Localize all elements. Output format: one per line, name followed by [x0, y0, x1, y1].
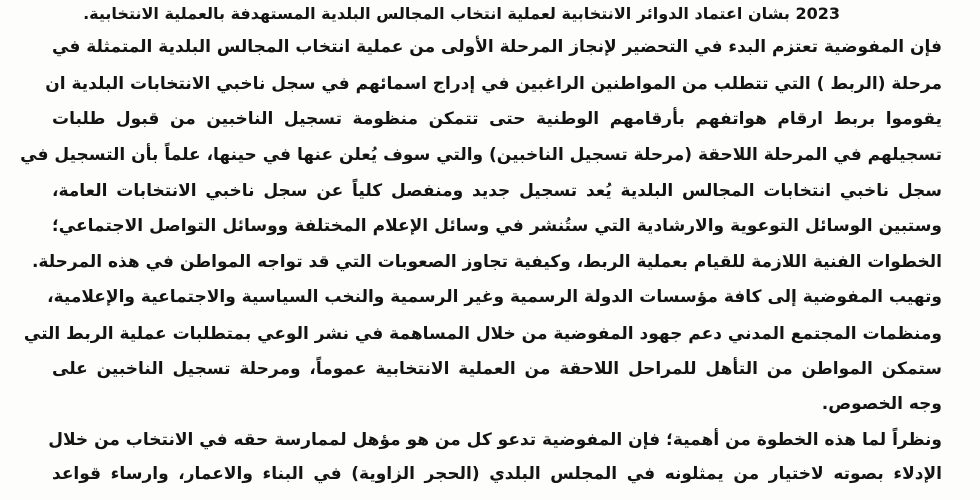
text-line: وستبين الوسائل التوعوية والارشادية التي ستُنشر في وسائل الإعلام المختلفة ووسائل التواصل الاجتماعي؛	[52, 216, 942, 236]
text-line: ومنظمات المجتمع المدني دعم جهود المفوضية من خلال المساهمة في نشر الوعي بمتطلبات عملية الربط التي	[23, 324, 942, 344]
text-line: وتهيب المفوضية إلى كافة مؤسسات الدولة الرسمية وغير الرسمية والنخب السياسية والاجتماعية والإعلامية،	[47, 287, 942, 307]
text-line: 2023 بشان اعتماد الدوائر الانتخابية لعملية انتخاب المجالس البلدية المستهدفة بالعملية الانتخابية.	[83, 4, 840, 23]
text-line: ونظراً لما هذه الخطوة من أهمية؛ فإن المفوضية تدعو كل من هو مؤهل لممارسة حقه في الانتخاب من خلال	[48, 430, 942, 450]
text-line: مرحلة (الربط ) التي تتطلب من المواطنين الراغبين في إدراج اسمائهم في سجل ناخبي الانتخابات البلدية ان	[45, 74, 942, 94]
text-line: ستمكن المواطن من التأهل للمراحل اللاحقة من العملية الانتخابية عموماً، ومرحلة تسجيل الناخبين على	[52, 359, 942, 379]
text-line: الإدلاء بصوته لاختيار من يمثلونه في المجلس البلدي (الحجر الزاوية) في البناء والاعمار، وارساء قواعد	[52, 464, 942, 484]
text-line: الخطوات الفنية اللازمة للقيام بعملية الربط، وكيفية تجاوز الصعوبات التي قد تواجه المواطن في هذه المرحلة.	[31, 252, 942, 272]
text-line: وجه الخصوص.	[821, 394, 942, 414]
text-line: سجل ناخبي انتخابات المجالس البلدية يُعد تسجيل جديد ومنفصل كلياً عن سجل ناخبي الانتخابات العامة،	[52, 181, 942, 201]
text-line: تسجيلهم في المرحلة اللاحقة (مرحلة تسجيل الناخبين) والتي سوف يُعلن عنها في حينها، علماً بأن التسجيل في	[20, 145, 942, 165]
text-line: فإن المفوضية تعتزم البدء في التحضير لإنجاز المرحلة الأولى من عملية انتخاب المجالس البلدية المتمثلة في	[52, 37, 942, 57]
text-line: يقوموا بربط ارقام هواتفهم بأرقامهم الوطنية حتى تتمكن منظومة تسجيل الناخبين من قبول طلبات	[52, 109, 942, 129]
